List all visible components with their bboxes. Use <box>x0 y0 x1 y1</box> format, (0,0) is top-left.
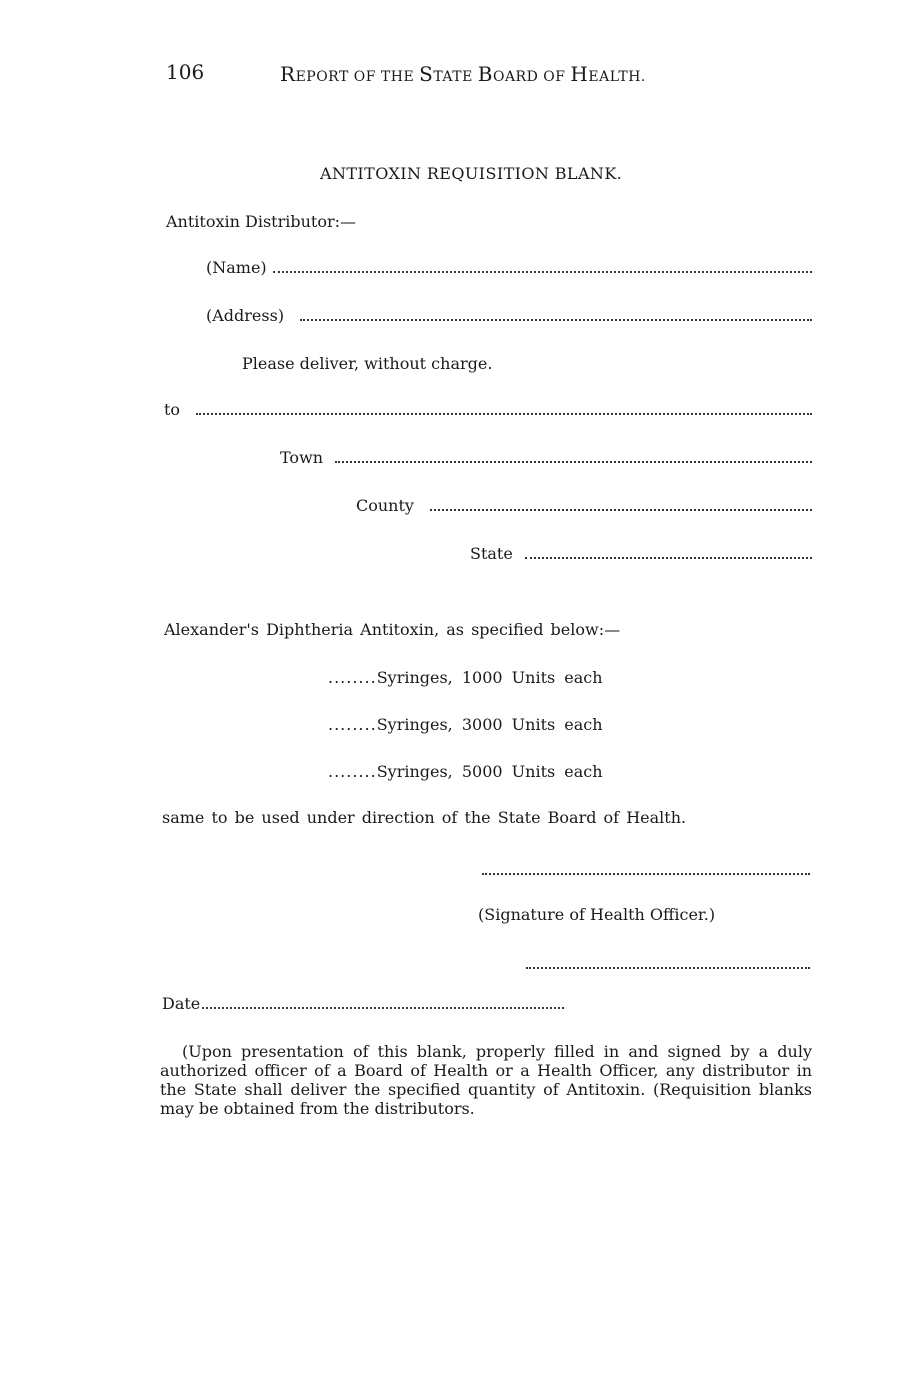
running-title-part: EALTH. <box>588 69 646 85</box>
address-label: (Address) <box>206 306 285 325</box>
syringe-description: Syringes, 1000 Units each <box>376 668 603 687</box>
state-field[interactable] <box>470 544 812 568</box>
direction-text: same to be used under direction of the State Board of Health. <box>162 808 687 827</box>
distributor-heading: Antitoxin Distributor:— <box>166 212 356 231</box>
town-label: Town <box>280 448 324 467</box>
syringe-line[interactable] <box>328 715 603 734</box>
syringe-description: Syringes, 3000 Units each <box>376 715 603 734</box>
instructions-text: (Upon presentation of this blank, properly filled in and signed by a duly authorized officer of a Board of Health or a Health Officer, any distributor in the State shall deliver the specified quantity of Antitoxin. (Requisition blanks may be obtained from the distributors. <box>160 1042 812 1118</box>
running-title-part: R <box>280 62 296 86</box>
state-blank[interactable] <box>525 556 812 559</box>
to-field[interactable] <box>164 400 812 424</box>
signature-blank[interactable] <box>482 872 810 875</box>
county-label: County <box>356 496 414 515</box>
date-label: Date <box>162 994 201 1013</box>
name-blank[interactable] <box>273 270 812 273</box>
specified-text: Alexander's Diphtheria Antitoxin, as specified below:— <box>164 620 621 639</box>
address-blank[interactable] <box>300 318 812 321</box>
running-title-part: OARD OF <box>492 69 571 85</box>
signature-label: (Signature of Health Officer.) <box>478 905 716 924</box>
county-blank[interactable] <box>430 508 812 511</box>
syringe-quantity-blank[interactable]: ........ <box>328 668 377 687</box>
running-title-part: B <box>477 62 493 86</box>
to-label: to <box>164 400 181 419</box>
form-title: ANTITOXIN REQUISITION BLANK. <box>320 164 623 183</box>
state-label: State <box>470 544 513 563</box>
running-title-part: H <box>570 62 589 86</box>
town-field[interactable] <box>280 448 812 472</box>
syringe-quantity-blank[interactable]: ........ <box>328 762 377 781</box>
instructions-note <box>160 1042 812 1118</box>
syringe-quantity-blank[interactable]: ........ <box>328 715 377 734</box>
date-blank[interactable] <box>202 1006 564 1009</box>
running-title-part: TATE <box>433 69 478 85</box>
address-field[interactable] <box>206 306 812 330</box>
running-title <box>280 62 646 86</box>
running-title-part: S <box>419 62 434 86</box>
to-blank[interactable] <box>196 412 812 415</box>
syringe-line[interactable] <box>328 762 603 781</box>
syringe-description: Syringes, 5000 Units each <box>376 762 603 781</box>
title-blank[interactable] <box>526 966 810 969</box>
syringe-line[interactable] <box>328 668 603 687</box>
name-field[interactable] <box>206 258 812 282</box>
running-title-part: EPORT OF THE <box>295 69 420 85</box>
page-number: 106 <box>166 60 205 84</box>
name-label: (Name) <box>206 258 267 277</box>
town-blank[interactable] <box>335 460 812 463</box>
deliver-text: Please deliver, without charge. <box>242 354 493 373</box>
county-field[interactable] <box>356 496 812 520</box>
date-field[interactable] <box>162 994 564 1018</box>
